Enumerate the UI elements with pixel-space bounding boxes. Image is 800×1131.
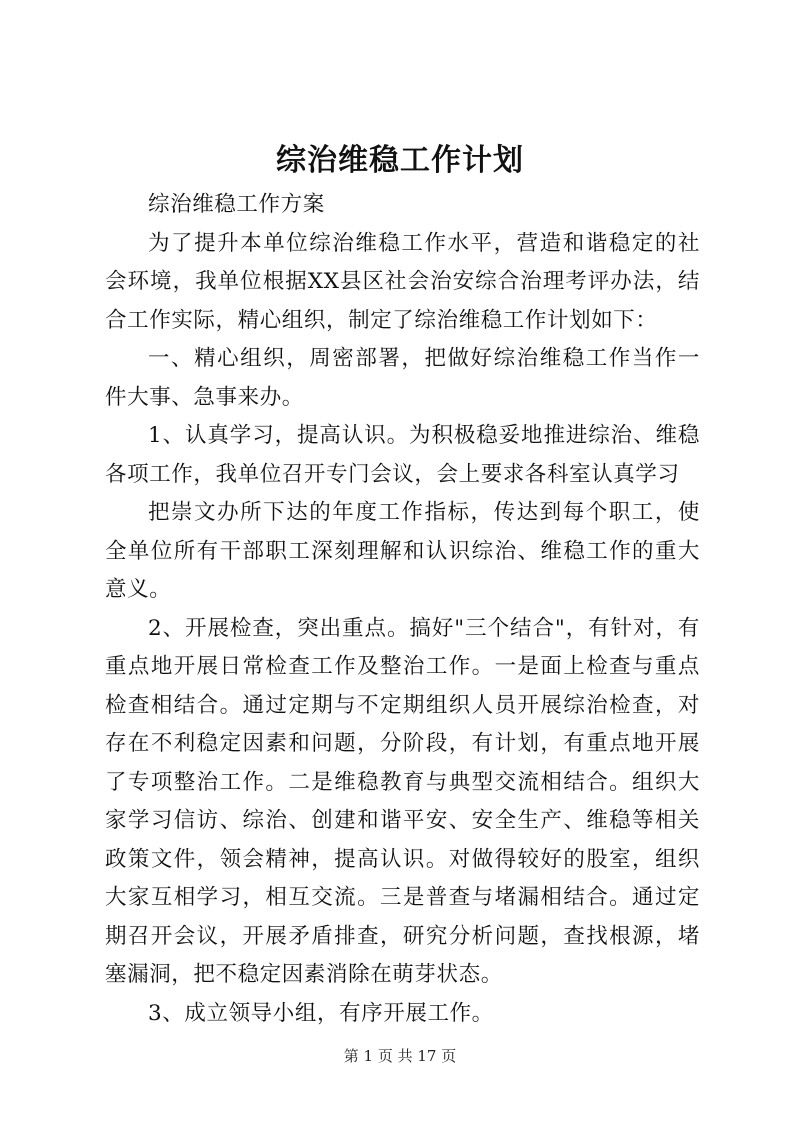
document-body [105, 186, 700, 1033]
paragraph-item-3: 3、成立领导小组，有序开展工作。 [148, 1000, 494, 1026]
paragraph-item-1: 1、认真学习，提高认识。为积极稳妥地推进综治、维稳各项工作，我单位召开专门会议，会上要求各科室认真学习 [105, 423, 700, 487]
paragraph-section-1: 一、精心组织，周密部署，把做好综治维稳工作当作一件大事、急事来办。 [105, 346, 700, 410]
paragraph-item-1-continued: 把崇文办所下达的年度工作指标，传达到每个职工，使全单位所有干部职工深刻理解和认识综治、维稳工作的重大意义。 [105, 500, 700, 602]
paragraph-intro: 为了提升本单位综治维稳工作水平，营造和谐稳定的社会环境，我单位根据XX县区社会治安综合治理考评办法，结合工作实际，精心组织，制定了综治维稳工作计划如下： [105, 230, 700, 333]
paragraph-item-2: 2、开展检查，突出重点。搞好"三个结合"，有针对，有重点地开展日常检查工作及整治工作。一是面上检查与重点检查相结合。通过定期与不定期组织人员开展综治检查，对存在不利稳定因素和问题，分阶段，有计划，有重点地开展了专项整治工作。二是维稳教育与典型交流相结合。组织大家学习信访、综治、创建和谐平安、安全生产、维稳等相关政策文件，领会精神，提高认识。对做得较好的股室，组织大家互相学习，相互交流。三是普查与堵漏相结合。通过定期召开会议，开展矛盾排查，研究分析问题，查找根源，堵塞漏洞，把不稳定因素消除在萌芽状态。 [105, 615, 700, 987]
paragraph-subtitle: 综治维稳工作方案 [148, 192, 325, 217]
page-title: 综治维稳工作计划 [276, 143, 524, 178]
page-number-footer: 第 1 页 共 17 页 [343, 1047, 457, 1065]
